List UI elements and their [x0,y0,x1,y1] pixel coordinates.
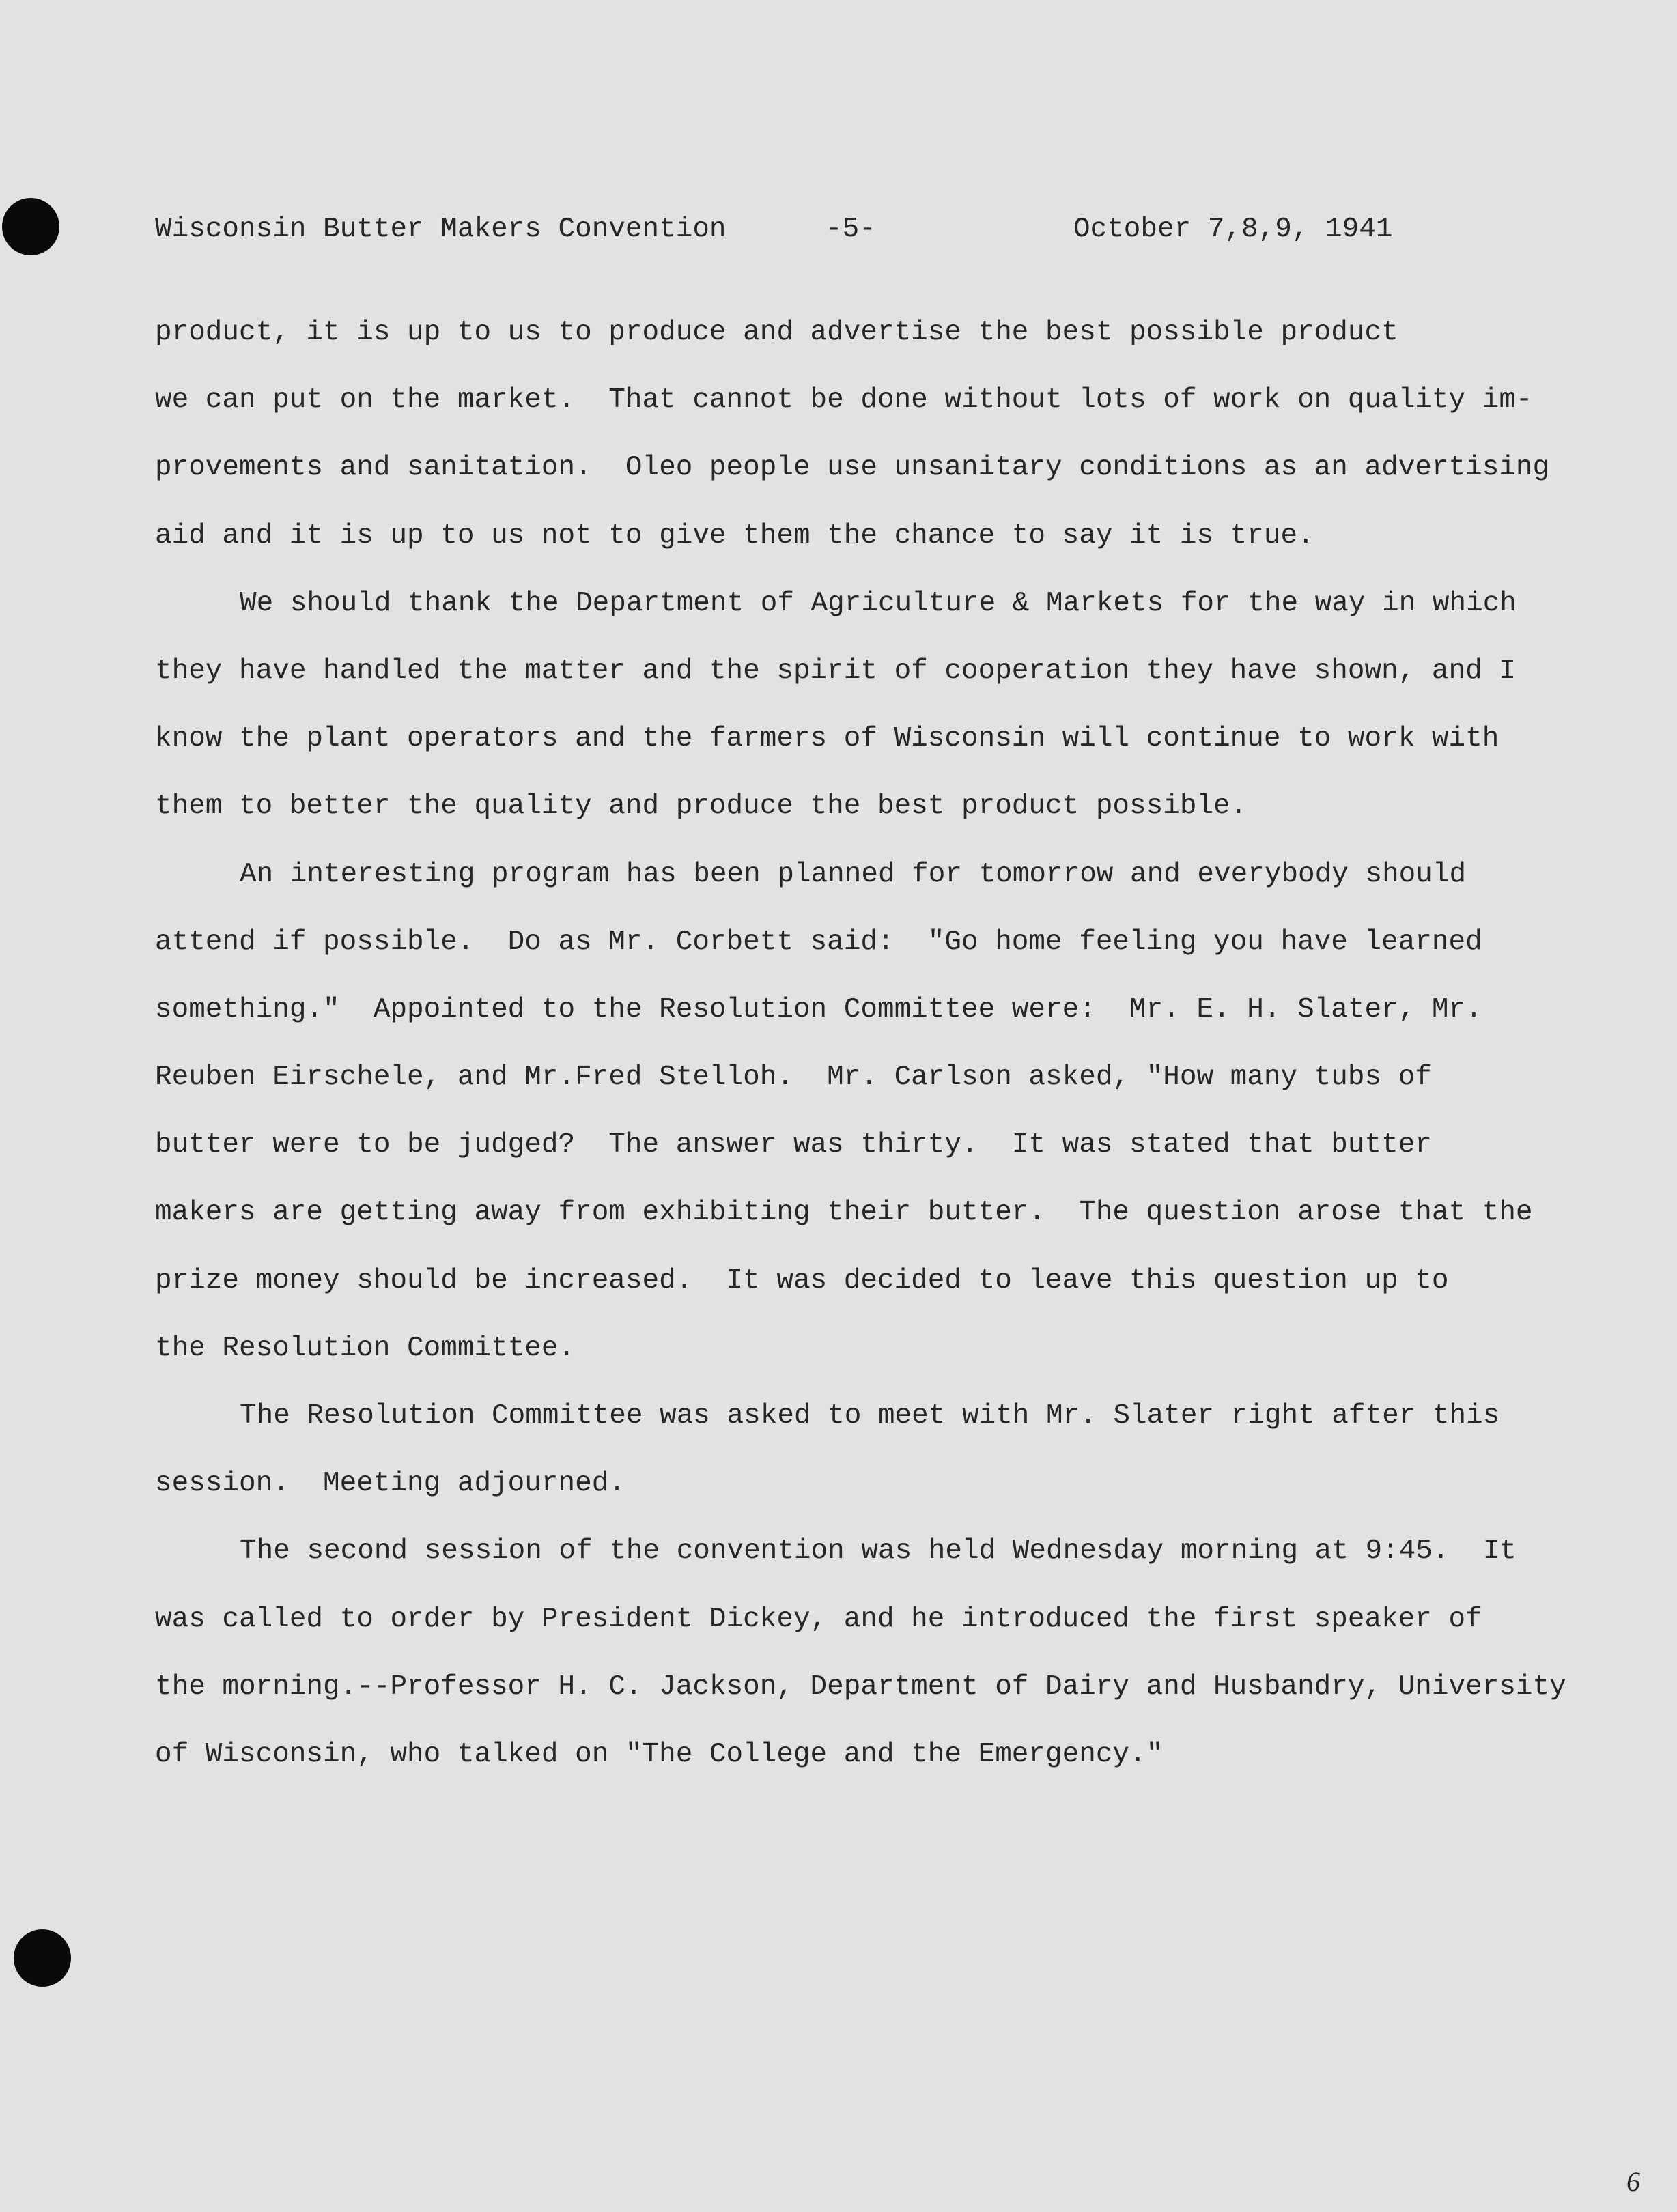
document-body [155,299,1589,1789]
text-line: we can put on the market. That cannot be done without lots of work on quality im- [155,384,1533,416]
header-title: Wisconsin Butter Makers Convention [155,214,727,245]
paragraph [155,570,1589,841]
text-line: attend if possible. Do as Mr. Corbett said: "Go home feeling you have learned [155,926,1482,958]
text-line: product, it is up to us to produce and advertise the best possible product [155,317,1398,348]
text-line: butter were to be judged? The answer was thirty. It was stated that butter [155,1129,1432,1161]
text-line: The second session of the convention was held Wednesday morning at 9:45. It [240,1535,1517,1568]
header-date: October 7,8,9, 1941 [1073,214,1393,245]
text-line: Reuben Eirschele, and Mr.Fred Stelloh. Mr. Carlson asked, "How many tubs of [155,1062,1432,1094]
punch-hole-bottom [14,1929,71,1987]
text-line: was called to order by President Dickey, and he introduced the first speaker of [155,1603,1482,1635]
paragraph [155,299,1589,570]
text-line: session. Meeting adjourned. [155,1468,625,1500]
text-line: provements and sanitation. Oleo people use unsanitary conditions as an advertising [155,452,1550,484]
text-line: An interesting program has been planned for tomorrow and everybody should [240,858,1467,890]
text-line: the morning.--Professor H. C. Jackson, Department of Dairy and Husbandry, University [155,1671,1566,1703]
paragraph [155,1382,1589,1518]
text-line: We should thank the Department of Agriculture & Markets for the way in which [240,587,1517,619]
header-page-number: -5- [826,214,876,245]
text-line: aid and it is up to us not to give them the chance to say it is true. [155,520,1314,552]
text-line: the Resolution Committee. [155,1332,576,1364]
text-line: makers are getting away from exhibiting their butter. The question arose that the [155,1197,1533,1229]
text-line: something." Appointed to the Resolution Committee were: Mr. E. H. Slater, Mr. [155,993,1482,1025]
page-header [155,210,1452,249]
text-line: know the plant operators and the farmers of Wisconsin will continue to work with [155,723,1499,755]
text-line: The Resolution Committee was asked to meet with Mr. Slater right after this [240,1400,1500,1432]
paragraph [155,841,1589,1383]
punch-hole-top [2,198,59,255]
text-line: they have handled the matter and the spirit of cooperation they have shown, and I [155,655,1516,687]
text-line: of Wisconsin, who talked on "The College and the Emergency." [155,1738,1164,1770]
text-line: them to better the quality and produce the best product possible. [155,791,1248,823]
handwritten-page-number: 6 [1626,2166,1640,2197]
paragraph [155,1518,1589,1789]
text-line: prize money should be increased. It was decided to leave this question up to [155,1264,1449,1296]
